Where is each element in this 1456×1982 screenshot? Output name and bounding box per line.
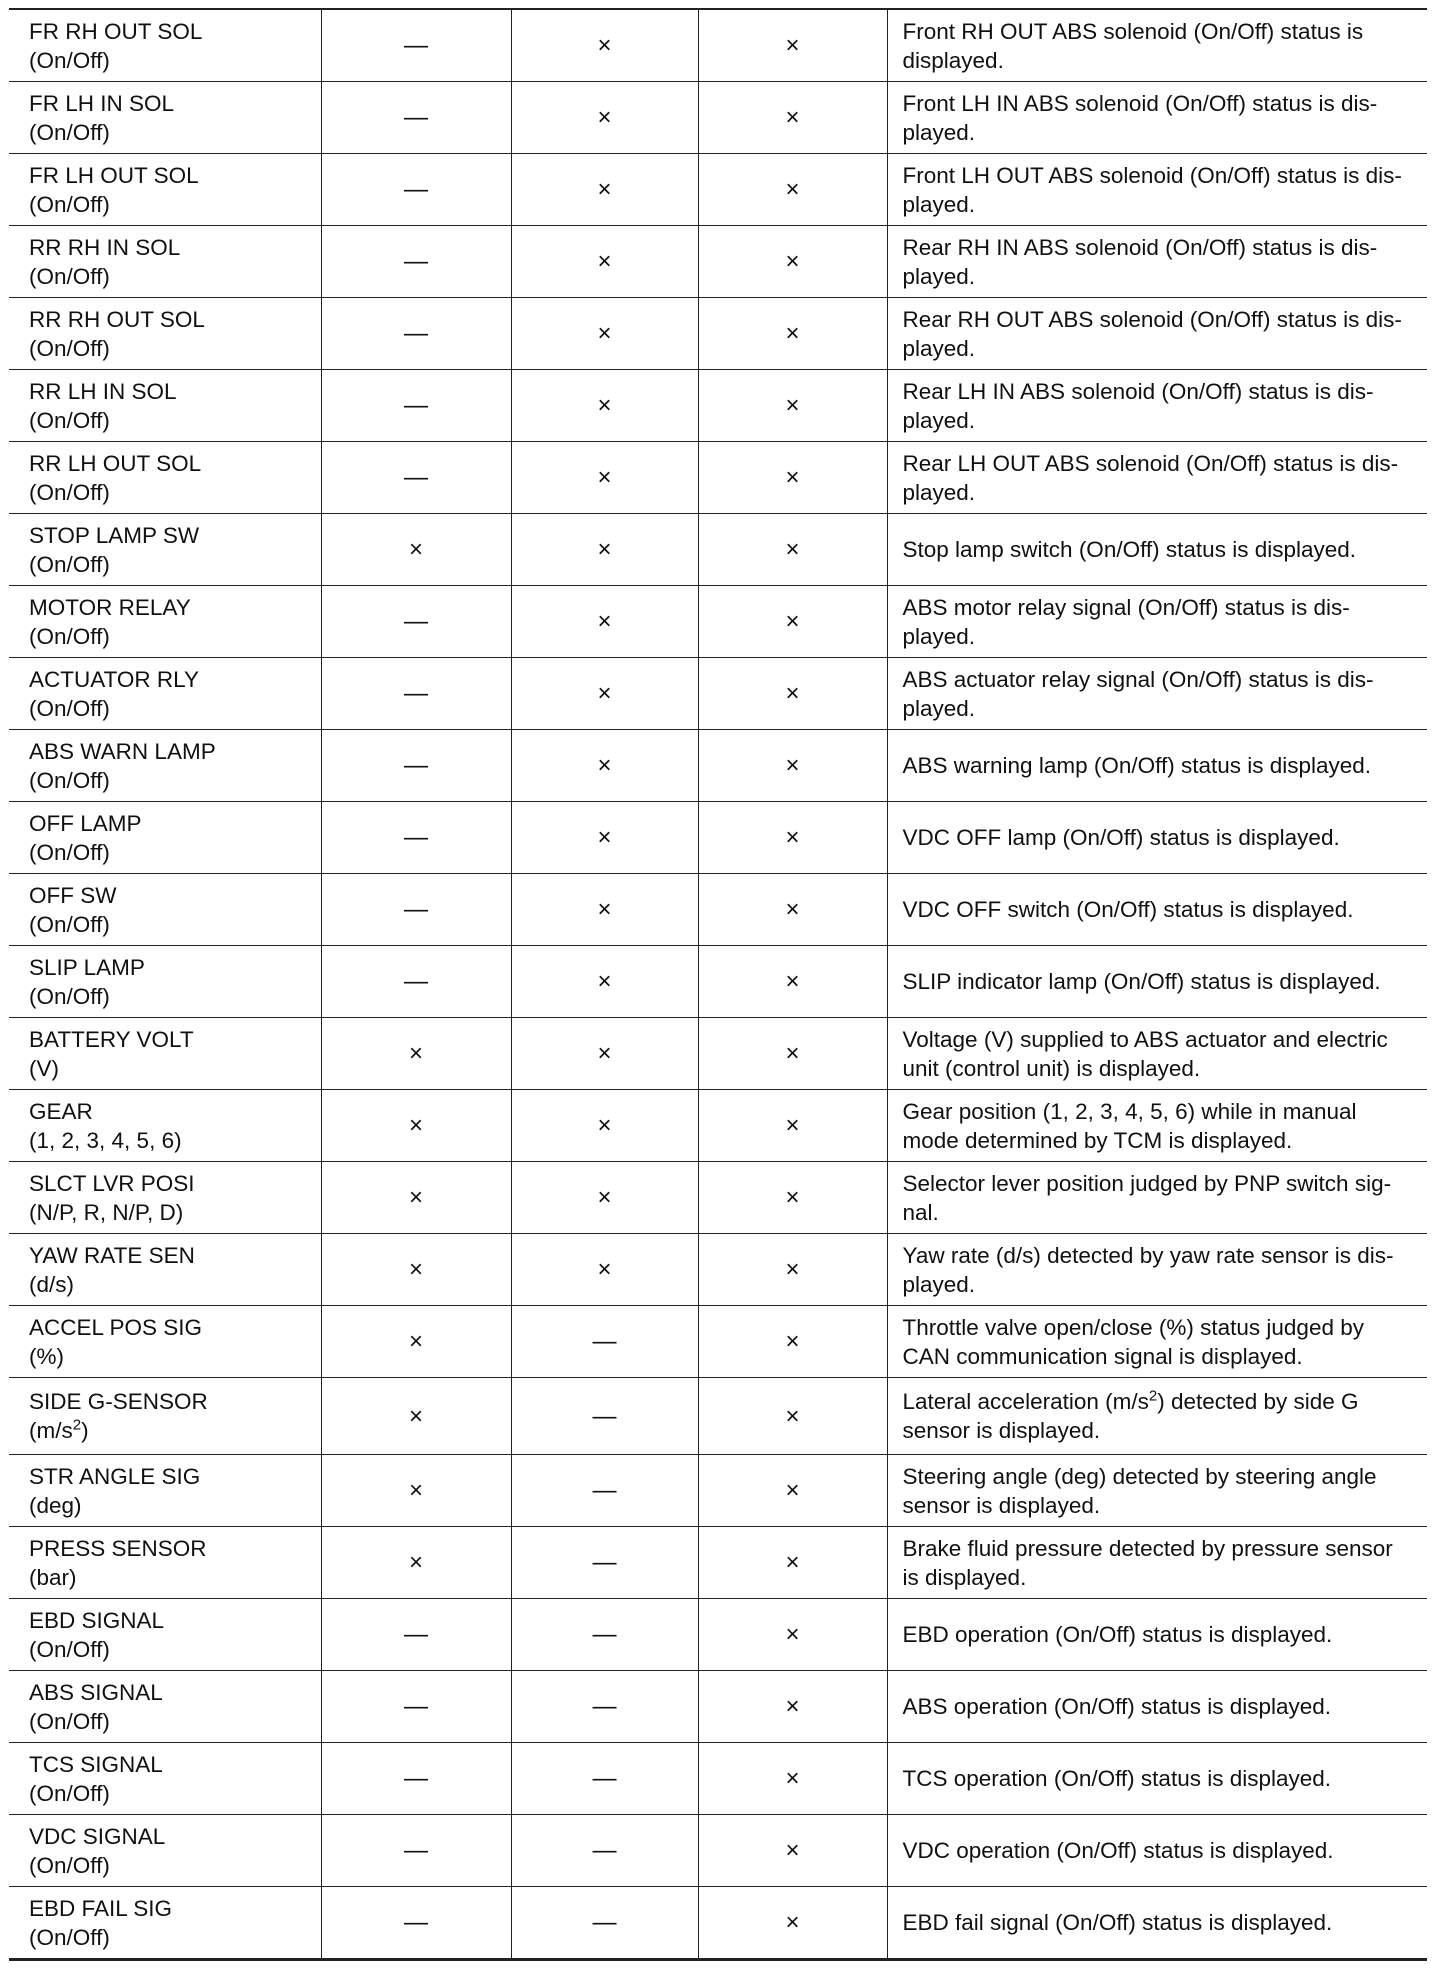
- monitor-item-unit: (V): [29, 1055, 59, 1081]
- description-line: Rear RH IN ABS solenoid (On/Off) status is dis-: [902, 234, 1378, 260]
- description-cell: [887, 586, 1427, 658]
- description-cell: [887, 514, 1427, 586]
- description-line: is displayed.: [902, 1564, 1027, 1590]
- description-line: played.: [902, 263, 976, 289]
- monitor-item-name: MOTOR RELAY: [29, 594, 191, 620]
- monitor-item-unit: (On/Off): [29, 119, 110, 145]
- monitor-item-unit: (On/Off): [29, 479, 110, 505]
- description-line: Rear RH OUT ABS solenoid (On/Off) status is dis-: [902, 306, 1402, 332]
- column-3-mark: —: [511, 1455, 698, 1527]
- description-line: CAN communication signal is displayed.: [902, 1343, 1303, 1369]
- monitor-item-cell: [9, 1671, 321, 1743]
- column-4-mark: ×: [698, 1599, 887, 1671]
- column-2-mark: —: [321, 946, 511, 1018]
- description-line: Throttle valve open/close (%) status judged by: [902, 1314, 1364, 1340]
- monitor-item-name: VDC SIGNAL: [29, 1823, 166, 1849]
- monitor-item-cell: [9, 82, 321, 154]
- column-2-mark: ×: [321, 1378, 511, 1455]
- column-4-mark: ×: [698, 1887, 887, 1960]
- table-row: [9, 1306, 1427, 1378]
- data-monitor-table-sheet: [9, 8, 1427, 1961]
- column-4-mark: ×: [698, 298, 887, 370]
- table-row: [9, 586, 1427, 658]
- monitor-item-unit: (On/Off): [29, 335, 110, 361]
- monitor-item-unit: (bar): [29, 1564, 77, 1590]
- monitor-item-name: GEAR: [29, 1098, 93, 1124]
- monitor-item-name: BATTERY VOLT: [29, 1026, 194, 1052]
- monitor-item-cell: [9, 1599, 321, 1671]
- description-line: displayed.: [902, 47, 1004, 73]
- column-4-mark: ×: [698, 370, 887, 442]
- table-row: [9, 1527, 1427, 1599]
- table-row: [9, 370, 1427, 442]
- column-2-mark: ×: [321, 1527, 511, 1599]
- monitor-item-name: SIDE G-SENSOR: [29, 1389, 208, 1414]
- data-monitor-item-table: [9, 8, 1427, 1961]
- column-2-mark: —: [321, 1599, 511, 1671]
- monitor-item-cell: [9, 514, 321, 586]
- monitor-item-cell: [9, 1527, 321, 1599]
- description-cell: [887, 946, 1427, 1018]
- column-3-mark: ×: [511, 514, 698, 586]
- table-row: [9, 9, 1427, 82]
- table-row: [9, 1090, 1427, 1162]
- column-2-mark: ×: [321, 1018, 511, 1090]
- monitor-item-cell: [9, 946, 321, 1018]
- monitor-item-unit: (d/s): [29, 1271, 74, 1297]
- table-row: [9, 1743, 1427, 1815]
- column-4-mark: ×: [698, 1234, 887, 1306]
- description-line: Gear position (1, 2, 3, 4, 5, 6) while in manual: [902, 1098, 1357, 1124]
- monitor-item-unit: (On/Off): [29, 191, 110, 217]
- column-3-mark: —: [511, 1671, 698, 1743]
- description-cell: [887, 298, 1427, 370]
- table-row: [9, 1887, 1427, 1960]
- monitor-item-name: SLCT LVR POSI: [29, 1170, 195, 1196]
- column-3-mark: —: [511, 1743, 698, 1815]
- column-4-mark: ×: [698, 9, 887, 82]
- description-cell: [887, 9, 1427, 82]
- description-cell: [887, 1599, 1427, 1671]
- table-row: [9, 226, 1427, 298]
- monitor-item-cell: [9, 1378, 321, 1455]
- table-row: [9, 1455, 1427, 1527]
- description-cell: [887, 1090, 1427, 1162]
- table-row: [9, 298, 1427, 370]
- description-line: sensor is displayed.: [902, 1492, 1101, 1518]
- description-line: ABS operation (On/Off) status is displayed.: [902, 1694, 1332, 1719]
- table-row: [9, 82, 1427, 154]
- column-3-mark: —: [511, 1887, 698, 1960]
- table-row: [9, 1815, 1427, 1887]
- table-row: [9, 874, 1427, 946]
- monitor-item-unit: (%): [29, 1343, 64, 1369]
- description-line: ABS warning lamp (On/Off) status is displayed.: [902, 753, 1372, 778]
- description-line: VDC OFF lamp (On/Off) status is displayed.: [902, 825, 1340, 850]
- description-cell: [887, 1743, 1427, 1815]
- table-row: [9, 802, 1427, 874]
- monitor-item-name: FR LH IN SOL: [29, 90, 175, 116]
- monitor-item-name: EBD SIGNAL: [29, 1607, 165, 1633]
- column-2-mark: —: [321, 1887, 511, 1960]
- monitor-item-cell: [9, 1090, 321, 1162]
- monitor-item-unit: (N/P, R, N/P, D): [29, 1199, 184, 1225]
- monitor-item-name: ACTUATOR RLY: [29, 666, 200, 692]
- description-line: Front LH OUT ABS solenoid (On/Off) status is dis-: [902, 162, 1402, 188]
- monitor-item-cell: [9, 370, 321, 442]
- table-row: [9, 154, 1427, 226]
- monitor-item-name: TCS SIGNAL: [29, 1751, 163, 1777]
- column-2-mark: —: [321, 226, 511, 298]
- table-row: [9, 730, 1427, 802]
- monitor-item-unit: (On/Off): [29, 407, 110, 433]
- table-row: [9, 1018, 1427, 1090]
- monitor-item-cell: [9, 298, 321, 370]
- description-cell: [887, 226, 1427, 298]
- table-row: [9, 1162, 1427, 1234]
- monitor-item-unit: (On/Off): [29, 767, 110, 793]
- column-4-mark: ×: [698, 1378, 887, 1455]
- column-3-mark: ×: [511, 658, 698, 730]
- description-line: EBD fail signal (On/Off) status is displayed.: [902, 1910, 1333, 1935]
- column-3-mark: ×: [511, 946, 698, 1018]
- column-2-mark: ×: [321, 1306, 511, 1378]
- description-cell: [887, 1306, 1427, 1378]
- description-cell: [887, 370, 1427, 442]
- monitor-item-cell: [9, 226, 321, 298]
- column-4-mark: ×: [698, 874, 887, 946]
- table-row: [9, 442, 1427, 514]
- description-cell: [887, 1455, 1427, 1527]
- description-line: EBD operation (On/Off) status is displayed.: [902, 1622, 1333, 1647]
- monitor-item-name: OFF SW: [29, 882, 117, 908]
- monitor-item-cell: [9, 1887, 321, 1960]
- column-2-mark: —: [321, 1743, 511, 1815]
- description-line: Rear LH IN ABS solenoid (On/Off) status is dis-: [902, 378, 1374, 404]
- monitor-item-name: ACCEL POS SIG: [29, 1314, 202, 1340]
- description-cell: [887, 1815, 1427, 1887]
- column-4-mark: ×: [698, 82, 887, 154]
- column-2-mark: —: [321, 874, 511, 946]
- monitor-item-unit: (On/Off): [29, 1852, 110, 1878]
- description-line: ABS actuator relay signal (On/Off) status is dis-: [902, 666, 1374, 692]
- monitor-item-cell: [9, 1018, 321, 1090]
- description-cell: [887, 730, 1427, 802]
- monitor-item-unit: (On/Off): [29, 983, 110, 1009]
- monitor-item-cell: [9, 442, 321, 514]
- unit-superscript: 2: [72, 1416, 82, 1434]
- monitor-item-cell: [9, 1234, 321, 1306]
- monitor-item-unit: (deg): [29, 1492, 82, 1518]
- monitor-item-cell: [9, 586, 321, 658]
- table-row: [9, 1378, 1427, 1455]
- table-row: [9, 658, 1427, 730]
- column-2-mark: —: [321, 802, 511, 874]
- description-line: sensor is displayed.: [902, 1418, 1101, 1443]
- description-cell: [887, 1162, 1427, 1234]
- monitor-item-name: STOP LAMP SW: [29, 522, 200, 548]
- description-cell: [887, 658, 1427, 730]
- monitor-item-unit: (On/Off): [29, 695, 110, 721]
- column-3-mark: —: [511, 1815, 698, 1887]
- column-4-mark: ×: [698, 1743, 887, 1815]
- column-3-mark: —: [511, 1527, 698, 1599]
- column-4-mark: ×: [698, 1455, 887, 1527]
- column-2-mark: —: [321, 82, 511, 154]
- monitor-item-unit: (On/Off): [29, 47, 110, 73]
- column-4-mark: ×: [698, 1018, 887, 1090]
- column-4-mark: ×: [698, 946, 887, 1018]
- column-4-mark: ×: [698, 730, 887, 802]
- description-line: nal.: [902, 1199, 939, 1225]
- column-3-mark: ×: [511, 370, 698, 442]
- unit-text: (m/s: [29, 1418, 73, 1443]
- monitor-item-unit: (On/Off): [29, 1924, 110, 1950]
- table-body: [9, 9, 1427, 1960]
- description-line: [903, 1387, 1418, 1416]
- column-4-mark: ×: [698, 154, 887, 226]
- monitor-item-unit: (On/Off): [29, 551, 110, 577]
- monitor-item-name: OFF LAMP: [29, 810, 142, 836]
- monitor-item-name: FR LH OUT SOL: [29, 162, 199, 188]
- column-4-mark: ×: [698, 1815, 887, 1887]
- table-row: [9, 1599, 1427, 1671]
- description-line: Steering angle (deg) detected by steering angle: [902, 1463, 1377, 1489]
- column-3-mark: ×: [511, 82, 698, 154]
- monitor-item-unit: (On/Off): [29, 1636, 110, 1662]
- monitor-item-name: RR RH IN SOL: [29, 234, 181, 260]
- table-row: [9, 1234, 1427, 1306]
- column-3-mark: ×: [511, 802, 698, 874]
- column-2-mark: —: [321, 658, 511, 730]
- monitor-item-cell: [9, 1743, 321, 1815]
- column-3-mark: ×: [511, 586, 698, 658]
- column-3-mark: ×: [511, 1162, 698, 1234]
- table-row: [9, 1671, 1427, 1743]
- description-line: Brake fluid pressure detected by pressure sensor: [902, 1535, 1393, 1561]
- monitor-item-unit: (On/Off): [29, 1780, 110, 1806]
- description-cell: [887, 1527, 1427, 1599]
- description-line: played.: [902, 335, 976, 361]
- description-line: SLIP indicator lamp (On/Off) status is displayed.: [902, 969, 1381, 994]
- column-3-mark: ×: [511, 1234, 698, 1306]
- monitor-item-unit: (1, 2, 3, 4, 5, 6): [29, 1127, 182, 1153]
- monitor-item-unit: (On/Off): [29, 839, 110, 865]
- column-3-mark: ×: [511, 1090, 698, 1162]
- column-3-mark: —: [511, 1378, 698, 1455]
- column-3-mark: ×: [511, 874, 698, 946]
- description-line: played.: [902, 623, 976, 649]
- monitor-item-cell: [9, 1455, 321, 1527]
- description-cell: [887, 1671, 1427, 1743]
- monitor-item-cell: [9, 1162, 321, 1234]
- column-4-mark: ×: [698, 226, 887, 298]
- description-line: unit (control unit) is displayed.: [902, 1055, 1201, 1081]
- monitor-item-name: STR ANGLE SIG: [29, 1463, 201, 1489]
- column-2-mark: ×: [321, 514, 511, 586]
- description-line: VDC OFF switch (On/Off) status is displayed.: [902, 897, 1354, 922]
- column-2-mark: —: [321, 1815, 511, 1887]
- monitor-item-name: EBD FAIL SIG: [29, 1895, 172, 1921]
- monitor-item-unit: (On/Off): [29, 911, 110, 937]
- column-2-mark: —: [321, 9, 511, 82]
- monitor-item-cell: [9, 658, 321, 730]
- column-2-mark: —: [321, 370, 511, 442]
- column-3-mark: ×: [511, 730, 698, 802]
- table-row: [9, 514, 1427, 586]
- column-4-mark: ×: [698, 1527, 887, 1599]
- description-cell: [887, 82, 1427, 154]
- description-cell: [887, 1887, 1427, 1960]
- description-superscript: 2: [1148, 1387, 1158, 1405]
- column-4-mark: ×: [698, 1306, 887, 1378]
- description-cell: [887, 1018, 1427, 1090]
- description-cell: [887, 1234, 1427, 1306]
- description-cell: [887, 154, 1427, 226]
- monitor-item-unit: (On/Off): [29, 263, 110, 289]
- monitor-item-name: SLIP LAMP: [29, 954, 145, 980]
- column-2-mark: —: [321, 298, 511, 370]
- description-line: played.: [902, 191, 976, 217]
- description-cell: [887, 442, 1427, 514]
- column-2-mark: —: [321, 154, 511, 226]
- column-2-mark: —: [321, 730, 511, 802]
- monitor-item-cell: [9, 730, 321, 802]
- table-row: [9, 946, 1427, 1018]
- description-line: Front RH OUT ABS solenoid (On/Off) status is: [902, 18, 1364, 44]
- column-2-mark: ×: [321, 1090, 511, 1162]
- column-4-mark: ×: [698, 658, 887, 730]
- description-line: Rear LH OUT ABS solenoid (On/Off) status is dis-: [902, 450, 1399, 476]
- description-line: played.: [902, 479, 976, 505]
- monitor-item-name: ABS SIGNAL: [29, 1679, 163, 1705]
- column-3-mark: ×: [511, 442, 698, 514]
- column-2-mark: ×: [321, 1162, 511, 1234]
- description-text: ) detected by side G: [1157, 1389, 1359, 1414]
- unit-text: ): [81, 1418, 89, 1443]
- description-line: ABS motor relay signal (On/Off) status is dis-: [902, 594, 1350, 620]
- monitor-item-cell: [9, 9, 321, 82]
- monitor-item-unit: (On/Off): [29, 623, 110, 649]
- column-2-mark: —: [321, 442, 511, 514]
- monitor-item-cell: [9, 802, 321, 874]
- monitor-item-name: RR LH IN SOL: [29, 378, 177, 404]
- description-line: Selector lever position judged by PNP switch sig-: [902, 1170, 1392, 1196]
- monitor-item-name: RR RH OUT SOL: [29, 306, 205, 332]
- column-4-mark: ×: [698, 1671, 887, 1743]
- column-2-mark: —: [321, 586, 511, 658]
- monitor-item-unit: (On/Off): [29, 1708, 110, 1734]
- description-cell: [887, 1378, 1427, 1455]
- description-line: played.: [902, 119, 976, 145]
- description-line: Voltage (V) supplied to ABS actuator and electric: [902, 1026, 1388, 1052]
- column-3-mark: ×: [511, 9, 698, 82]
- description-line: played.: [902, 407, 976, 433]
- column-3-mark: ×: [511, 154, 698, 226]
- column-3-mark: —: [511, 1599, 698, 1671]
- monitor-item-name: YAW RATE SEN: [29, 1242, 195, 1268]
- description-cell: [887, 802, 1427, 874]
- column-4-mark: ×: [698, 1162, 887, 1234]
- description-line: VDC operation (On/Off) status is displayed.: [902, 1838, 1334, 1863]
- column-3-mark: ×: [511, 1018, 698, 1090]
- monitor-item-unit: [29, 1416, 315, 1445]
- description-line: Stop lamp switch (On/Off) status is displayed.: [902, 537, 1357, 562]
- monitor-item-name: ABS WARN LAMP: [29, 738, 216, 764]
- monitor-item-cell: [9, 1815, 321, 1887]
- description-cell: [887, 874, 1427, 946]
- description-line: Yaw rate (d/s) detected by yaw rate sensor is dis-: [902, 1242, 1394, 1268]
- monitor-item-cell: [9, 874, 321, 946]
- column-4-mark: ×: [698, 1090, 887, 1162]
- monitor-item-name: PRESS SENSOR: [29, 1535, 207, 1561]
- description-line: TCS operation (On/Off) status is displayed.: [902, 1766, 1332, 1791]
- column-3-mark: —: [511, 1306, 698, 1378]
- column-4-mark: ×: [698, 802, 887, 874]
- column-4-mark: ×: [698, 586, 887, 658]
- monitor-item-name: FR RH OUT SOL: [29, 18, 203, 44]
- column-3-mark: ×: [511, 298, 698, 370]
- column-2-mark: ×: [321, 1455, 511, 1527]
- monitor-item-cell: [9, 154, 321, 226]
- monitor-item-cell: [9, 1306, 321, 1378]
- column-4-mark: ×: [698, 442, 887, 514]
- column-3-mark: ×: [511, 226, 698, 298]
- column-2-mark: ×: [321, 1234, 511, 1306]
- description-line: played.: [902, 695, 976, 721]
- description-line: Front LH IN ABS solenoid (On/Off) status is dis-: [902, 90, 1378, 116]
- description-line: played.: [902, 1271, 976, 1297]
- description-text: Lateral acceleration (m/s: [902, 1389, 1149, 1414]
- column-4-mark: ×: [698, 514, 887, 586]
- description-line: mode determined by TCM is displayed.: [902, 1127, 1293, 1153]
- column-2-mark: —: [321, 1671, 511, 1743]
- monitor-item-name: RR LH OUT SOL: [29, 450, 202, 476]
